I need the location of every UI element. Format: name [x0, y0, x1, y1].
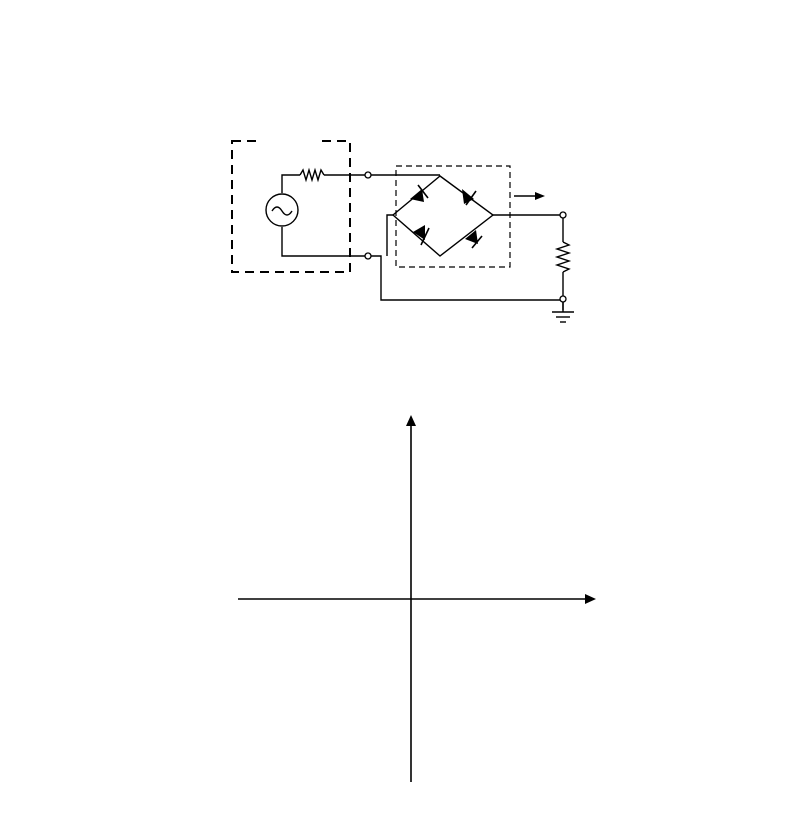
terminal-bottom	[365, 253, 371, 259]
output-terminal-top	[560, 212, 566, 218]
terminal-top	[365, 172, 371, 178]
bridge-box	[396, 166, 510, 267]
graph-grid	[0, 370, 812, 800]
output-terminal-bottom	[560, 296, 566, 302]
source-label-bg	[258, 122, 322, 142]
rl-resistor	[557, 242, 569, 272]
x-axis-arrow-icon	[585, 594, 596, 604]
circuit-diagram	[0, 0, 812, 345]
rint-resistor	[300, 170, 324, 180]
y-axis-arrow-icon	[406, 415, 416, 426]
